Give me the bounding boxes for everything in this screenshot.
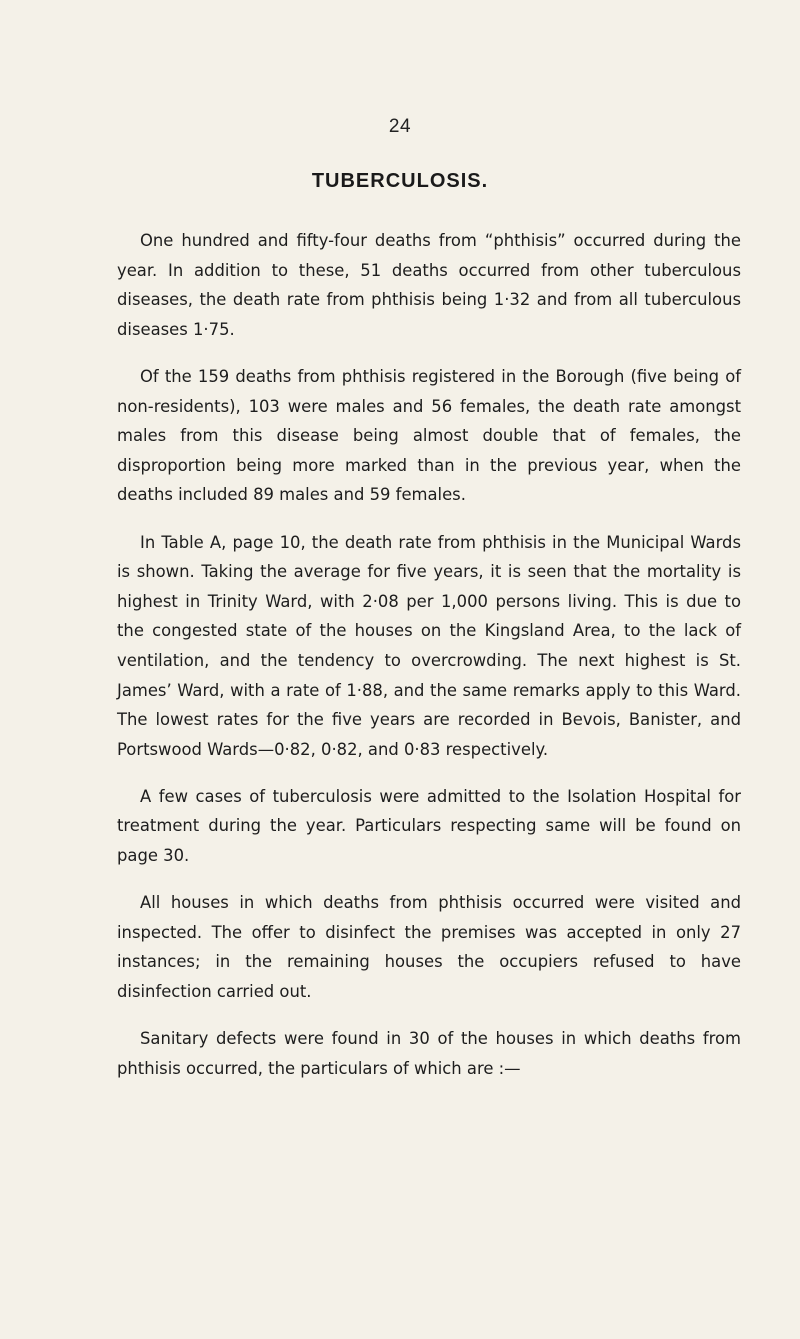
section-title: TUBERCULOSIS. xyxy=(311,170,489,192)
page-number: 24 xyxy=(388,116,412,137)
paragraph-sanitary-defects: Sanitary defects were found in 30 of the houses in which deaths from phthisis occurred, the particulars of which are :— xyxy=(117,1029,741,1078)
paragraph-disinfection: All houses in which deaths from phthisis occurred were visited and inspected. The offer to disinfect the premises was accepted in only 27 instances; in the remaining houses the occupiers refused to have disinfection carried out. xyxy=(117,893,741,1002)
paragraph-ward-rates: In Table A, page 10, the death rate from phthisis in the Municipal Wards is shown. Taking the average for five years, it is seen that the mortality is highest in Trinity Ward, with 2·08 per 1,000 persons living. This is due to the congested state of the houses on the Kingsland Area, to the lack of ventilation, and the tendency to overcrowding. The next highest is St. James’ Ward, with a rate of 1·88, and the same remarks apply to this Ward. The lowest rates for the five years are recorded in Bevois, Banister, and Portswood Wards—0·82, 0·82, and 0·83 respectively. xyxy=(117,532,741,759)
paragraph-males-females: Of the 159 deaths from phthisis registered in the Borough (five being of non-residents), 103 were males and 56 females, the death rate amongst males from this disease being almost double that of females, the disproportion being more marked than in the previous year, when the deaths included 89 males and 59 females. xyxy=(117,366,741,505)
body-text xyxy=(117,226,741,1101)
paragraph-isolation-hospital: A few cases of tuberculosis were admitted to the Isolation Hospital for treatment during the year. Particulars respecting same will be found on page 30. xyxy=(117,786,741,866)
paragraph-phthisis-deaths: One hundred and fifty-four deaths from “phthisis” occurred during the year. In addition to these, 51 deaths occurred from other tuberculous diseases, the death rate from phthisis being 1·32 and from all tuberculous diseases 1·75. xyxy=(117,231,741,339)
